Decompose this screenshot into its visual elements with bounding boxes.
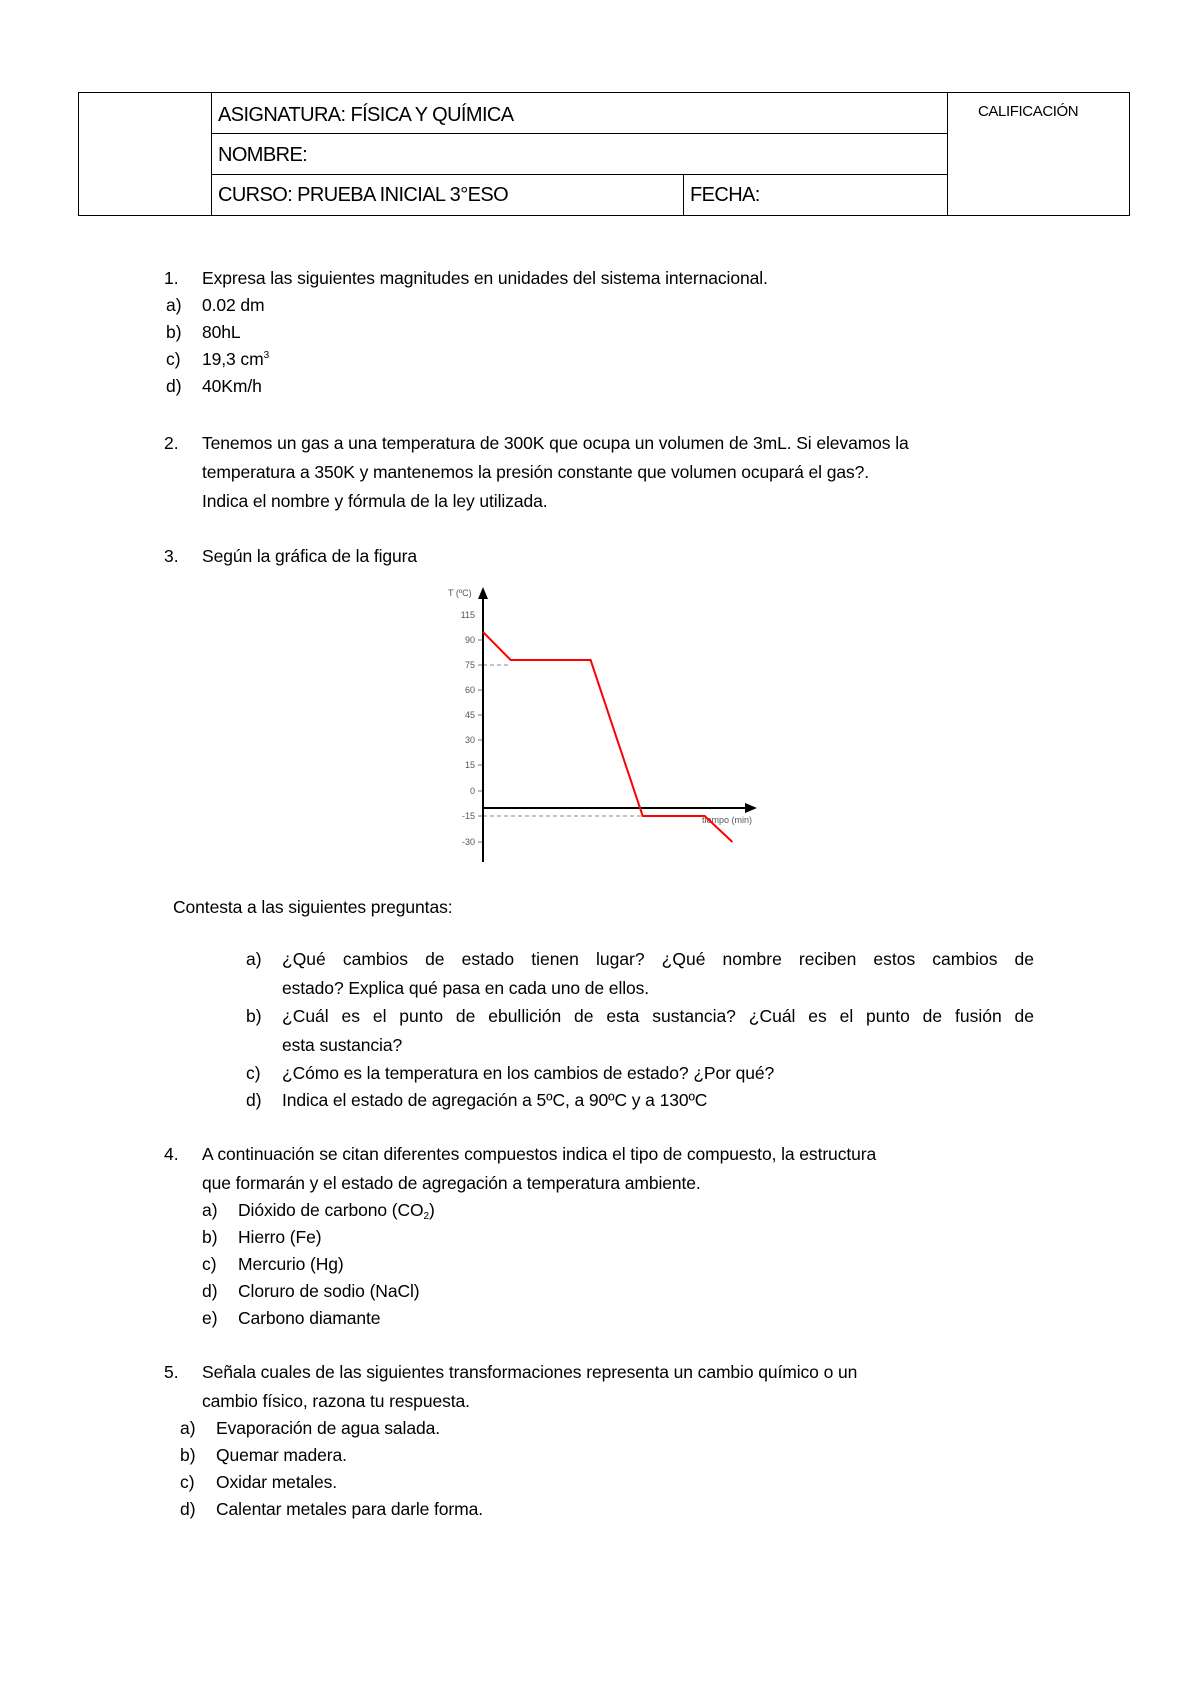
q4-item-e-label: e) (202, 1308, 218, 1328)
q1-number: 1. (164, 268, 179, 288)
temperature-time-chart (430, 582, 760, 864)
q4-item-c: Mercurio (Hg) (238, 1254, 344, 1274)
y-tick-label: 30 (464, 735, 475, 745)
q3-item-b-label: b) (246, 1006, 262, 1026)
asignatura-field: ASIGNATURA: FÍSICA Y QUÍMICA (212, 93, 947, 134)
cubic-superscript: 3 (263, 350, 270, 361)
q4-item-e: Carbono diamante (238, 1308, 381, 1328)
q2-line-2: temperatura a 350K y mantenemos la presión constante que volumen ocupará el gas?. (202, 462, 870, 482)
q3-number: 3. (164, 546, 179, 566)
series-line (483, 632, 732, 842)
q4-number: 4. (164, 1144, 179, 1164)
q5-item-b: Quemar madera. (216, 1445, 347, 1465)
x-axis-arrow (745, 803, 757, 813)
q1-item-a: 0.02 dm (202, 295, 265, 315)
q3-item-d: Indica el estado de agregación a 5ºC, a 90ºC y a 130ºC (282, 1090, 708, 1110)
q2-number: 2. (164, 433, 179, 453)
q4-item-b-label: b) (202, 1227, 218, 1247)
q4-item-d: Cloruro de sodio (NaCl) (238, 1281, 420, 1301)
q5-item-d-label: d) (180, 1499, 196, 1519)
q1-item-d-label: d) (166, 376, 182, 396)
q4-item-c-label: c) (202, 1254, 217, 1274)
q5-number: 5. (164, 1362, 179, 1382)
y-tick-label: 0 (469, 786, 475, 796)
q5-item-a-label: a) (180, 1418, 196, 1438)
reference-lines (483, 665, 643, 816)
curso-field: CURSO: PRUEBA INICIAL 3°ESO (218, 184, 509, 206)
q3-item-c: ¿Cómo es la temperatura en los cambios de estado? ¿Por qué? (282, 1063, 775, 1083)
q3-item-c-label: c) (246, 1063, 261, 1083)
q4-line-2: que formarán y el estado de agregación a temperatura ambiente. (202, 1173, 701, 1193)
calificacion-cell (947, 93, 1128, 215)
y-axis-label: T (ºC) (448, 588, 472, 598)
y-ticks (461, 610, 483, 847)
header-table (78, 92, 1130, 216)
y-tick-label: -30 (461, 837, 475, 847)
co2-subscript: 2 (423, 1211, 430, 1222)
curso-row (212, 175, 947, 215)
q3-item-a-line-2: estado? Explica qué pasa en cada uno de ellos. (282, 978, 650, 998)
info-cells (212, 93, 947, 215)
q4-line-1: A continuación se citan diferentes compuestos indica el tipo de compuesto, la estructura (202, 1144, 877, 1164)
q5-item-a: Evaporación de agua salada. (216, 1418, 440, 1438)
q5-item-b-label: b) (180, 1445, 196, 1465)
q5-item-c: Oxidar metales. (216, 1472, 338, 1492)
q3-item-b-line-2: esta sustancia? (282, 1035, 403, 1055)
q1-item-a-label: a) (166, 295, 182, 315)
q1-item-c-label: c) (166, 349, 181, 369)
q1-text: Expresa las siguientes magnitudes en unidades del sistema internacional. (202, 268, 768, 288)
y-tick-label: 90 (464, 635, 475, 645)
q5-item-c-label: c) (180, 1472, 195, 1492)
y-tick-label: -15 (461, 811, 475, 821)
fecha-field[interactable]: FECHA: (683, 175, 947, 215)
q1-item-c: 19,3 $cm^3$ (202, 349, 270, 369)
logo-cell (79, 93, 212, 215)
q1-item-b-label: b) (166, 322, 182, 342)
q3-text: Según la gráfica de la figura (202, 546, 418, 566)
q1-item-b: 80hL (202, 322, 241, 342)
q3-item-a-line-1: ¿Qué cambios de estado tienen lugar? ¿Qué nombre reciben estos cambios de (282, 949, 1034, 969)
x-axis-label: tiempo (min) (702, 815, 753, 825)
y-tick-label: 15 (464, 760, 475, 770)
q5-line-1: Señala cuales de las siguientes transformaciones representa un cambio químico o un (202, 1362, 858, 1382)
y-axis-arrow (478, 587, 488, 599)
q3-item-a-label: a) (246, 949, 262, 969)
q4-item-a-label: a) (202, 1200, 218, 1220)
q3-item-d-label: d) (246, 1090, 262, 1110)
q3-intro: Contesta a las siguientes preguntas: (173, 897, 453, 917)
q5-line-2: cambio físico, razona tu respuesta. (202, 1391, 470, 1411)
calificacion-label: CALIFICACIÓN (978, 103, 1079, 120)
q3-item-b-line-1: ¿Cuál es el punto de ebullición de esta sustancia? ¿Cuál es el punto de fusión de (282, 1006, 1034, 1026)
y-tick-label: 115 (460, 610, 475, 620)
q5-item-d: Calentar metales para darle forma. (216, 1499, 484, 1519)
q4-item-d-label: d) (202, 1281, 218, 1301)
q4-item-a: Dióxido de carbono $(CO_2)$ (238, 1200, 435, 1222)
q2-line-3: Indica el nombre y fórmula de la ley utilizada. (202, 491, 548, 511)
y-tick-label: 45 (464, 710, 475, 720)
y-tick-label: 75 (464, 660, 475, 670)
q2-line-1: Tenemos un gas a una temperatura de 300K que ocupa un volumen de 3mL. Si elevamos la (202, 433, 909, 453)
q4-item-b: Hierro (Fe) (238, 1227, 322, 1247)
q1-item-d: 40Km/h (202, 376, 262, 396)
nombre-field[interactable]: NOMBRE: (212, 134, 947, 175)
y-tick-label: 60 (464, 685, 475, 695)
